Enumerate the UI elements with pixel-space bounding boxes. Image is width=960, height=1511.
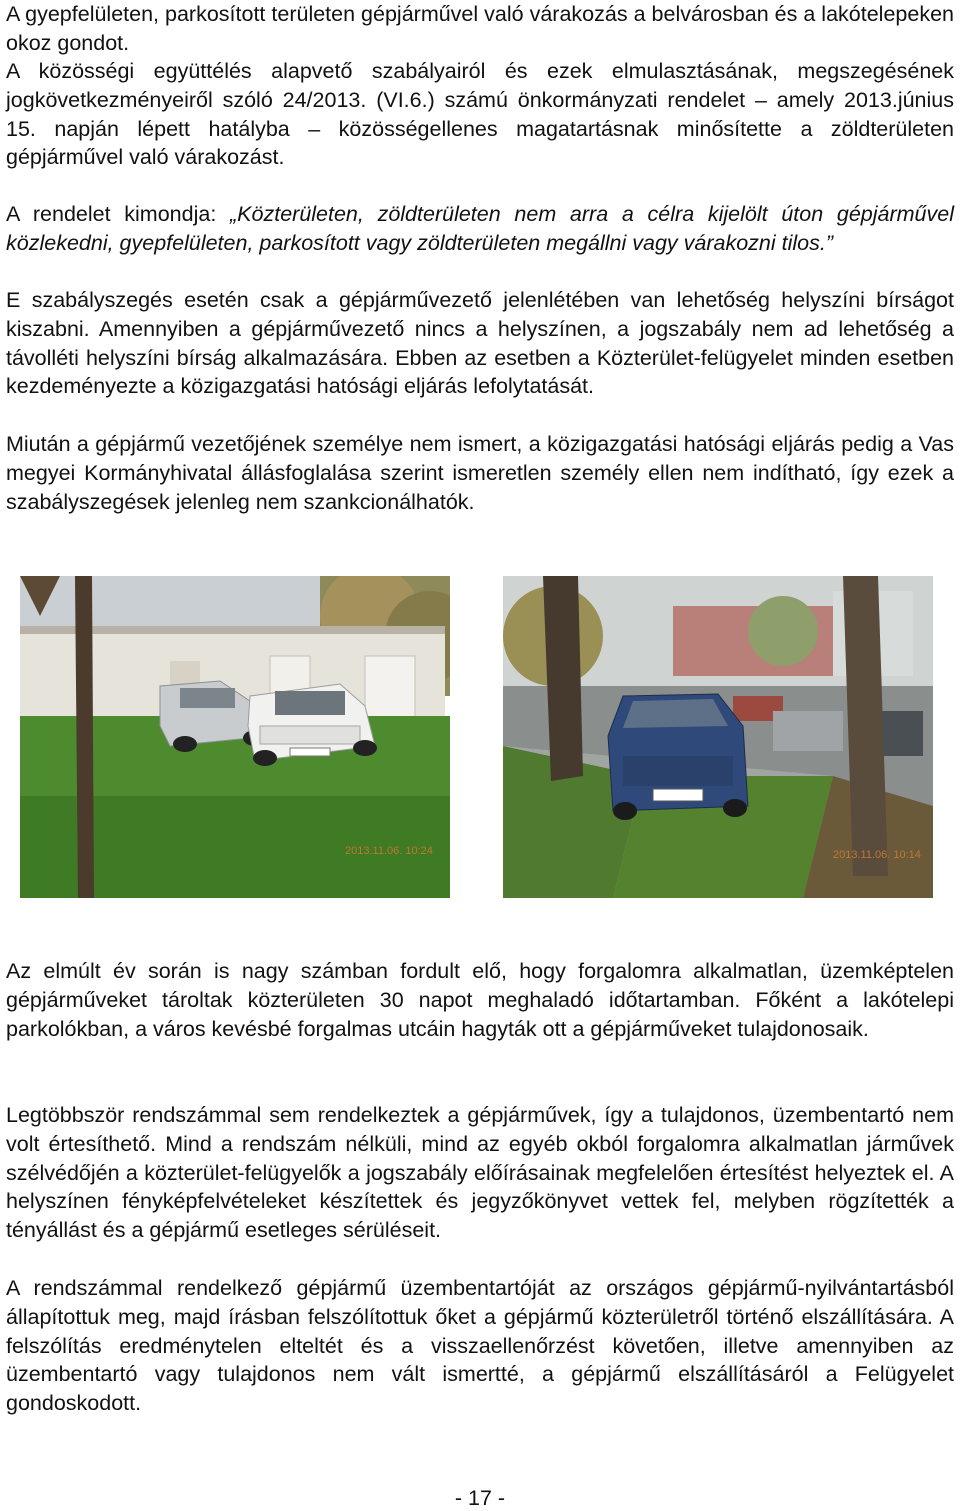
- photo-cars-on-grass-garages: [20, 576, 450, 898]
- paragraph-birsag: E szabályszegés esetén csak a gépjárművezető jelenlétében van lehetőség helyszíni bírságot kiszabni. Amennyiben a gépjárművezető nincs a helyszínen, a jogszabály nem ad lehetőség a távolléti helyszíni bírság alkalmazására. Ebben az esetben a Közterület-felügyelet minden esetben kezdeményezte a közigazgatási hatósági eljárás lefolytatását.: [6, 288, 954, 399]
- paragraph-rendszam: Legtöbbször rendszámmal sem rendelkeztek a gépjárművek, így a tulajdonos, üzembentartó nem volt értesíthető. Mind a rendszám nélküli, mind az egyéb okból forgalomra alkalmatlan járművek szélvédőjén a közterület-felügyelők a jogszabály előírásainak megfelelően értesítést helyeztek el. A helyszínen fényképfelvételeket készítettek és jegyzőkönyvet vettek fel, melyben rögzítették a tényállást és a gépjármű esetleges sérüléseit.: [6, 1103, 954, 1243]
- paragraph-gyepfelulet: A gyepfelületen, parkosított területen gépjárművel való várakozás a belvárosban és a lakótelepeken okoz gondot.: [6, 2, 954, 55]
- quote-text: „Közterületen, zöldterületen nem arra a célra kijelölt úton gépjárművel közlekedni, gyepfelületen, parkosított vagy zöldterületen megállni vagy várakozni tilos.”: [6, 202, 954, 255]
- page-number: - 17 -: [454, 1486, 506, 1510]
- photo-date-stamp: 2013.11.06. 10:24: [345, 845, 433, 857]
- paragraph-rendelet: A közösségi együttélés alapvető szabályairól és ezek elmulasztásának, megszegésének jogkövetkezményeiről szóló 24/2013. (VI.6.) számú önkormányzati rendelet – amely 2013.június 15. napján lépett hatályba – közösségellenes magatartásnak minősítette a zöldterületen gépjárművel való várakozást.: [6, 59, 954, 170]
- paragraph-rendelet-kimondja: [6, 200, 954, 258]
- paragraph-elszallitas: A rendszámmal rendelkező gépjármű üzembentartóját az országos gépjármű-nyilvántartásból állapítottuk meg, majd írásban felszólítottuk őket a gépjármű közterületről történő elszállítására. A felszólítás eredménytelen elteltét és a visszaellenőrzést követően, illetve amennyiben az üzembentartó vagy tulajdonos nem vált ismertté, a gépjármű elszállításáról a Felügyelet gondoskodott.: [6, 1276, 954, 1416]
- paragraph-szemely-nem-ismert: Miután a gépjármű vezetőjének személye nem ismert, a közigazgatási hatósági eljárás pedig a Vas megyei Kormányhivatal állásfoglalása szerint ismeretlen személy ellen nem indítható, így ezek a szabályszegések jelenleg nem szankcionálhatók.: [6, 432, 954, 514]
- photo-blue-car-on-grass-parking-lot: [503, 576, 933, 898]
- quote-intro: A rendelet kimondja:: [6, 202, 231, 226]
- photo-date-stamp: 2013.11.06. 10:14: [833, 849, 921, 861]
- paragraph-uzemkeptelen: Az elmúlt év során is nagy számban fordult elő, hogy forgalomra alkalmatlan, üzemképtelen gépjárműveket tároltak közterületen 30 napot meghaladó időtartamban. Főként a lakótelepi parkolókban, a város kevésbé forgalmas utcáin hagyták ott a gépjárműveket tulajdonosaik.: [6, 959, 954, 1041]
